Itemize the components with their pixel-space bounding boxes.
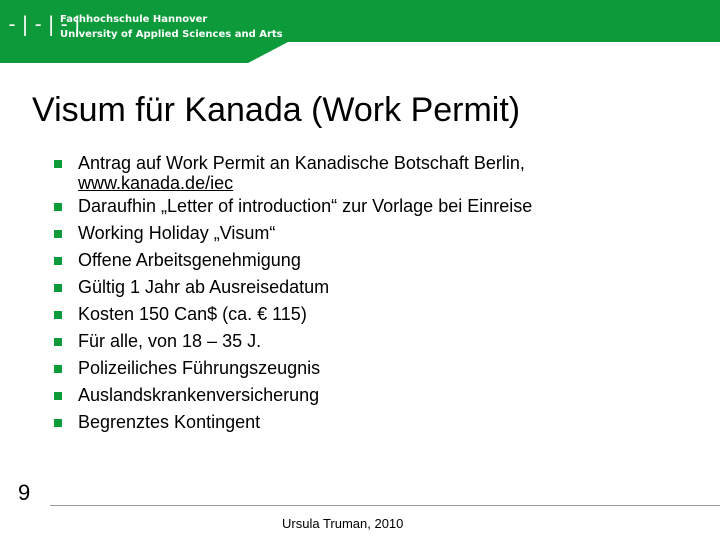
bullet-text: Kosten 150 Can$ (ca. € 115) [78,304,307,324]
bullet-text: Auslandskrankenversicherung [78,385,320,405]
bullet-square-icon [54,365,62,373]
bullet-square-icon [54,392,62,400]
slide-title: Visum für Kanada (Work Permit) [32,91,521,129]
bullet-item [48,247,688,274]
bullet-square-icon [54,284,62,292]
bullet-text: Daraufhin „Letter of introduction“ zur Vorlage bei Einreise [78,196,533,216]
bullet-square-icon [54,203,62,211]
org-name-line-1: Fachhochschule Hannover [60,14,208,25]
bullet-text: Working Holiday „Visum“ [78,223,276,243]
bullet-text: Begrenztes Kontingent [78,412,261,432]
bullet-list [48,150,688,436]
bullet-square-icon [54,160,62,168]
bullet-text: Antrag auf Work Permit an Kanadische Botschaft Berlin, [78,153,525,173]
header-green-tab [0,42,248,63]
bullet-item [48,328,688,355]
bullet-text: Offene Arbeitsgenehmigung [78,250,301,270]
header-green-tab-slope [248,42,288,63]
bullet-item [48,382,688,409]
bullet-square-icon [54,311,62,319]
bullet-text: Gültig 1 Jahr ab Ausreisedatum [78,277,330,297]
bullet-item [48,355,688,382]
bullet-item [48,301,688,328]
bullet-item [48,150,688,193]
bullet-item [48,220,688,247]
footer-author: Ursula Truman, 2010 [282,516,404,531]
kanada-link[interactable]: www.kanada.de/iec [78,173,234,193]
bullet-square-icon [54,257,62,265]
bullet-square-icon [54,419,62,427]
bullet-text: Polizeiliches Führungszeugnis [78,358,321,378]
org-name-line-2: University of Applied Sciences and Arts [60,29,283,40]
bullet-square-icon [54,230,62,238]
footer-divider [50,505,720,506]
org-name [60,12,283,42]
page-number: 9 [18,480,31,505]
bullet-item [48,409,688,436]
bullet-square-icon [54,338,62,346]
bullet-text: Für alle, von 18 – 35 J. [78,331,262,351]
bullet-item [48,274,688,301]
bullet-item [48,193,688,220]
header-banner [0,0,720,63]
fh-logo: -|-|-| [6,12,85,36]
